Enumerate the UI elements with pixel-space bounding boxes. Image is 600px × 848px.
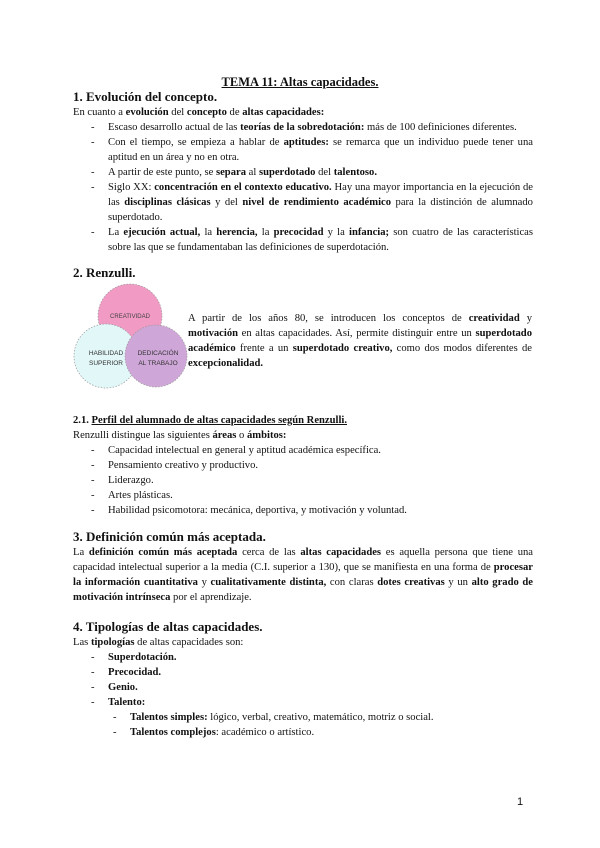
section-1 <box>73 89 533 255</box>
bold-text: infancia; <box>349 227 390 238</box>
list-item <box>73 225 533 255</box>
section-2-1 <box>73 413 533 518</box>
text: como dos modos diferentes de <box>392 343 532 354</box>
text: la <box>257 227 274 238</box>
bold-text: superdotado <box>258 167 316 178</box>
bold-text: concepto <box>186 107 227 118</box>
text: Liderazgo. <box>108 475 154 486</box>
text: A partir de los años 80, se introducen los conceptos de <box>188 313 469 324</box>
list-item <box>73 695 533 710</box>
text: es aquella persona que tiene una capacidad intelectual superior a la media (C.I. superior a 130), que se manifiesta en una forma de <box>73 547 533 573</box>
text: Siglo XX: <box>108 182 155 193</box>
section-heading: 1. Evolución del concepto. <box>73 89 218 104</box>
bold-text: motivación <box>188 328 239 339</box>
bullet-list <box>73 120 533 255</box>
text: Hay una mayor importancia en la ejecución de las <box>108 182 533 208</box>
text: de altas capacidades son: <box>134 637 244 648</box>
bold-text: excepcionalidad. <box>188 358 264 369</box>
text: la <box>200 227 217 238</box>
text: con claras <box>326 577 378 588</box>
text: más de 100 definiciones diferentes. <box>364 122 517 133</box>
text: : académico o artístico. <box>215 727 315 738</box>
subsection-number: 2.1. <box>73 415 92 426</box>
renzulli-venn-diagram <box>70 282 188 392</box>
text: y la <box>323 227 350 238</box>
text: en altas capacidades. Así, permite distinguir entre un <box>238 328 476 339</box>
definition-paragraph <box>73 545 533 605</box>
bold-text: aptitudes: <box>283 137 329 148</box>
bold-text: Talentos complejos <box>130 727 216 738</box>
text: de <box>226 107 243 118</box>
bold-text: Superdotación. <box>108 652 177 663</box>
venn-label-left-1: HABILIDAD <box>88 350 124 357</box>
text: y del <box>210 197 243 208</box>
section-intro <box>73 105 533 120</box>
list-item <box>73 120 533 135</box>
bold-text: herencia, <box>216 227 258 238</box>
list-item <box>73 458 533 473</box>
section-intro <box>73 428 533 443</box>
bold-text: creatividad <box>468 313 520 324</box>
text: y <box>197 577 211 588</box>
bold-text: Talentos simples: <box>130 712 208 723</box>
list-item <box>73 665 533 680</box>
text: y un <box>444 577 472 588</box>
bold-text: cualitativamente distinta, <box>210 577 327 588</box>
text: Pensamiento creativo y productivo. <box>108 460 259 471</box>
section-intro <box>73 635 533 650</box>
bold-text: altas capacidades: <box>242 107 325 118</box>
page-number: 1 <box>517 796 524 808</box>
text: al <box>246 167 259 178</box>
section-2 <box>73 265 533 281</box>
section-heading: 3. Definición común más aceptada. <box>73 529 266 544</box>
bold-text: superdotado creativo, <box>292 343 393 354</box>
text: lógico, verbal, creativo, matemático, motriz o social. <box>207 712 434 723</box>
bold-text: alto grado de motivación intrínseca <box>73 577 533 603</box>
bold-text: ejecución actual, <box>123 227 201 238</box>
bold-text: nivel de rendimiento académico <box>242 197 392 208</box>
section-3 <box>73 529 533 605</box>
text: Habilidad psicomotora: mecánica, deportiva, y motivación y voluntad. <box>108 505 407 516</box>
bold-text: precocidad <box>273 227 324 238</box>
text: En cuanto a <box>73 107 126 118</box>
sub-bullet-list <box>73 710 533 740</box>
venn-label-right-2: AL TRABAJO <box>138 360 178 367</box>
bold-text: concentración en el contexto educativo. <box>154 182 332 193</box>
venn-label-right-1: DEDICACIÓN <box>137 350 179 357</box>
bold-text: definición común más aceptada <box>88 547 238 558</box>
section-heading: 2. Renzulli. <box>73 265 136 280</box>
text: y <box>519 313 532 324</box>
bold-text: dotes creativas <box>377 577 445 588</box>
bold-text: Precocidad. <box>108 667 162 678</box>
bold-text: procesar la información cuantitativa <box>73 562 533 588</box>
text: se remarca que un individuo puede tener una aptitud en un área y no en otra. <box>108 137 533 163</box>
text: La <box>73 547 89 558</box>
bold-text: superdotado académico <box>188 328 532 354</box>
text: o <box>236 430 247 441</box>
text: para la distinción de alumnado superdotado. <box>108 197 533 223</box>
list-item <box>73 165 533 180</box>
text: frente a un <box>235 343 293 354</box>
bold-text: evolución <box>125 107 169 118</box>
bold-text: disciplinas clásicas <box>124 197 211 208</box>
bullet-list <box>73 443 533 518</box>
list-item <box>73 710 533 725</box>
section-heading: 4. Tipologías de altas capacidades. <box>73 619 263 634</box>
list-item <box>73 473 533 488</box>
text: A partir de este punto, se <box>108 167 216 178</box>
text: del <box>168 107 187 118</box>
bold-text: ámbitos: <box>247 430 287 441</box>
venn-label-top: CREATIVIDAD <box>110 314 150 320</box>
list-item <box>73 180 533 225</box>
section-4 <box>73 619 533 740</box>
bold-text: áreas <box>212 430 237 441</box>
text: Artes plásticas. <box>108 490 173 501</box>
bold-text: talentoso. <box>333 167 377 178</box>
list-item <box>73 443 533 458</box>
text: cerca de las <box>237 547 301 558</box>
bold-text: Talento: <box>108 697 146 708</box>
renzulli-paragraph <box>188 311 532 371</box>
text: Las <box>73 637 91 648</box>
text: por el aprendizaje. <box>170 592 252 603</box>
bullet-list <box>73 650 533 710</box>
subsection-heading <box>73 413 533 428</box>
list-item <box>73 680 533 695</box>
text: Escaso desarrollo actual de las <box>108 122 241 133</box>
text: Capacidad intelectual en general y aptitud académica específica. <box>108 445 381 456</box>
list-item <box>73 135 533 165</box>
list-item <box>73 650 533 665</box>
venn-label-left-2: SUPERIOR <box>89 360 123 367</box>
subsection-title: Perfil del alumnado de altas capacidades según Renzulli. <box>91 415 347 426</box>
bold-text: tipologías <box>90 637 135 648</box>
text: Con el tiempo, se empieza a hablar de <box>108 137 284 148</box>
text: La <box>108 227 124 238</box>
bold-text: Genio. <box>108 682 138 693</box>
document-title: TEMA 11: Altas capacidades. <box>221 75 379 89</box>
list-item <box>73 488 533 503</box>
text: son cuatro de las características sobre las que se fundamentaban las definiciones de superdotación. <box>108 227 533 253</box>
list-item <box>73 725 533 740</box>
bold-text: separa <box>215 167 246 178</box>
text: Renzulli distingue las siguientes <box>73 430 213 441</box>
bold-text: teorías de la sobredotación: <box>240 122 365 133</box>
text: del <box>315 167 334 178</box>
list-item <box>73 503 533 518</box>
bold-text: altas capacidades <box>300 547 382 558</box>
